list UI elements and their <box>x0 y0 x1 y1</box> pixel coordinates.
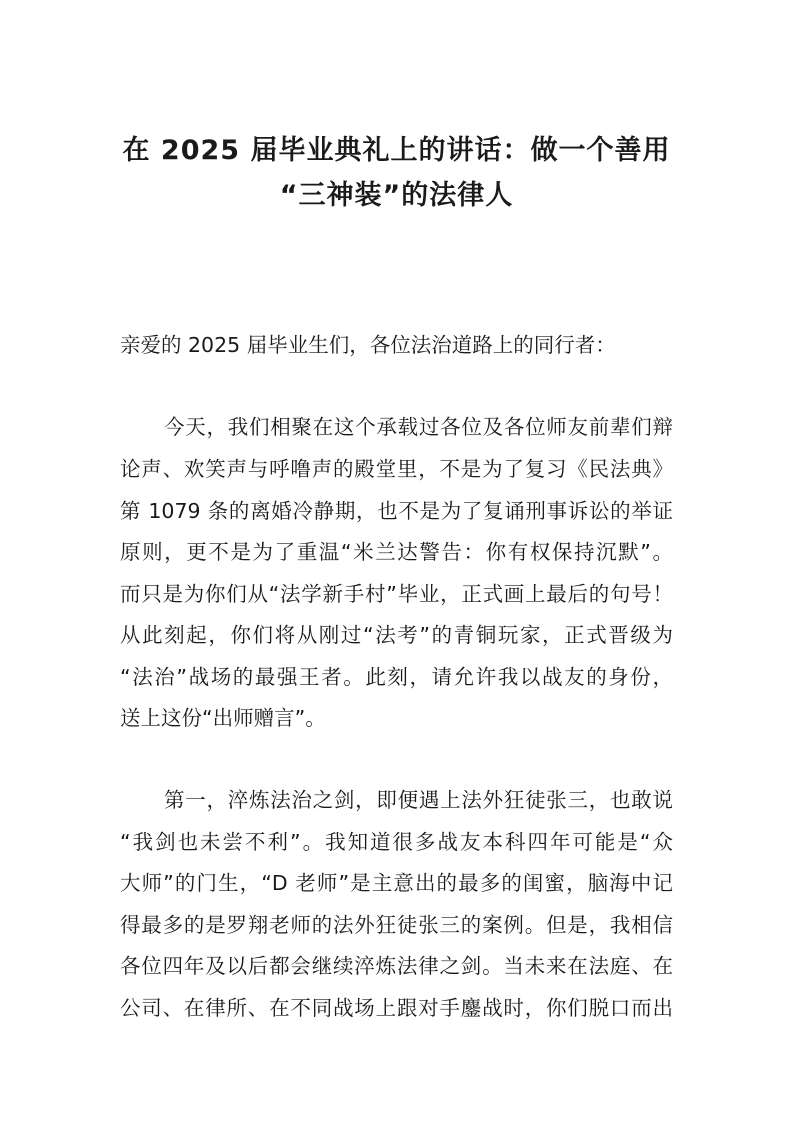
text-line: 大师”的门生，“D 老师”是主意出的最多的闺蜜，脑海中记 <box>120 871 673 895</box>
text-line: 从此刻起，你们将从刚过“法考”的青铜玩家，正式晋级为 <box>120 623 673 647</box>
text-line: 而只是为你们从“法学新手村”毕业，正式画上最后的句号！ <box>120 582 673 606</box>
text-line: “我剑也未尝不利”。我知道很多战友本科四年可能是“众 <box>120 830 673 854</box>
text-line: 得最多的是罗翔老师的法外狂徒张三的案例。但是，我相信 <box>120 913 673 937</box>
text-line: 各位四年及以后都会继续淬炼法律之剑。当未来在法庭、在 <box>120 954 673 978</box>
document-title-line-1: 在 2025 届毕业典礼上的讲话：做一个善用 <box>122 135 671 166</box>
text-line: 论声、欢笑声与呼噜声的殿堂里，不是为了复习《民法典》 <box>120 457 673 481</box>
text-line: 今天，我们相聚在这个承载过各位及各位师友前辈们辩 <box>164 415 673 439</box>
text-line: 送上这份“出师赠言”。 <box>120 706 326 730</box>
salutation: 亲爱的 2025 届毕业生们，各位法治道路上的同行者： <box>120 333 616 357</box>
document-title-line-2: “三神装”的法律人 <box>279 180 514 211</box>
text-line: “法治”战场的最强王者。此刻，请允许我以战友的身份， <box>120 665 673 689</box>
text-line: 原则，更不是为了重温“米兰达警告：你有权保持沉默”。 <box>120 540 673 564</box>
text-line: 第一，淬炼法治之剑，即便遇上法外狂徒张三，也敢说 <box>164 788 673 812</box>
text-line: 第 1079 条的离婚冷静期，也不是为了复诵刑事诉讼的举证 <box>120 499 673 523</box>
text-line: 公司、在律所、在不同战场上跟对手鏖战时，你们脱口而出 <box>120 996 673 1020</box>
